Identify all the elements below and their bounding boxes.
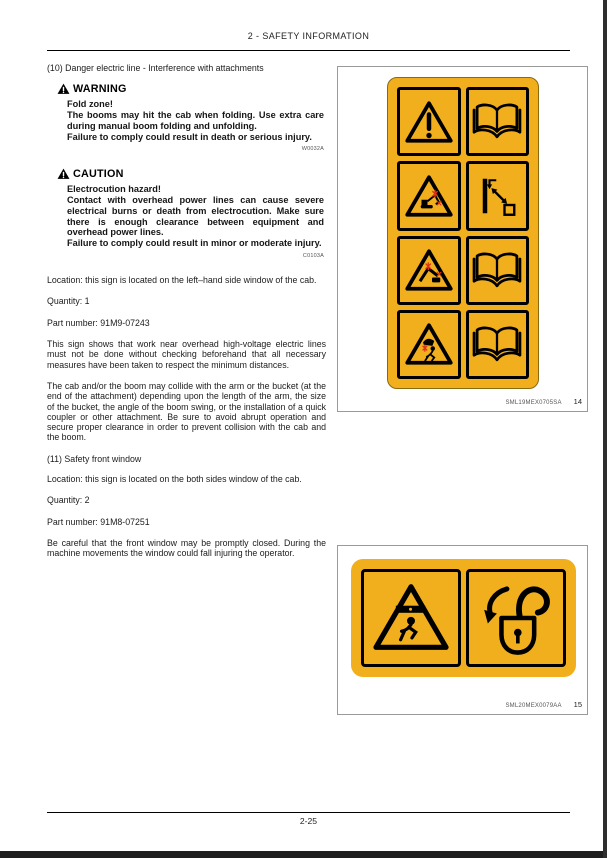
warning-label: WARNING xyxy=(73,82,127,95)
window-crush-hazard-icon xyxy=(361,569,461,667)
caution-line: Contact with overhead power lines can cause severe electrical burns or death from electrocution. Make sure there is enough clearance between equipment and overhead power lines. xyxy=(67,194,324,238)
section-10-heading: (10) Danger electric line - Interference with attachments xyxy=(47,63,264,73)
figure-front-window-label xyxy=(337,545,588,715)
figure-2-number: 15 xyxy=(573,700,582,709)
warning-triangle-icon xyxy=(57,83,70,95)
warning-line: The booms may hit the cab when folding. Use extra care during manual boom folding and unfolding. xyxy=(67,109,324,131)
read-manual-icon xyxy=(466,236,530,305)
footer-rule xyxy=(47,812,570,813)
caution-block xyxy=(57,168,326,262)
warning-line: Fold zone! xyxy=(67,98,113,109)
page-edge-shadow-right xyxy=(603,0,607,858)
warning-ref-code: W0032A xyxy=(301,146,324,153)
boom-fold-hazard-icon xyxy=(397,236,461,305)
page-number: 2-25 xyxy=(299,816,318,826)
warning-heading xyxy=(57,83,326,95)
figure-1-caption-code: SML19MEX0705SA xyxy=(505,400,562,406)
caution-label: CAUTION xyxy=(73,167,124,180)
read-manual-icon xyxy=(466,87,530,156)
electrocution-hazard-icon xyxy=(397,161,461,230)
warning-block xyxy=(57,83,326,155)
page-header-title: 2 - SAFETY INFORMATION xyxy=(247,31,370,41)
figure-electric-line-label xyxy=(337,66,588,412)
quantity-text-10: Quantity: 1 xyxy=(47,296,90,307)
warning-text xyxy=(67,99,324,156)
part-number-text-11: Part number: 91M8-07251 xyxy=(47,516,150,527)
warning-exclamation-icon xyxy=(397,87,461,156)
body-paragraph: Be careful that the front window may be promptly closed. During the machine movements the window could fall injuring the operator. xyxy=(47,537,326,559)
caution-line: Failure to comply could result in minor or moderate injury. xyxy=(67,238,322,249)
text-column xyxy=(47,63,326,570)
safety-decal-electric xyxy=(387,77,539,389)
warning-line: Failure to comply could result in death or serious injury. xyxy=(67,131,312,142)
lock-window-icon xyxy=(466,569,566,667)
caution-triangle-icon xyxy=(57,168,70,180)
body-paragraph: The cab and/or the boom may collide with the arm or the bucket (at the end of the attachment) depending upon the length of the arm, the size of the bucket, the angle of the boom swing, or the installation of a quick coupler or other attachment. Be sure to avoid abrupt operation and secure proper clearance in order to prevent collision with the cab and the boom. xyxy=(47,380,326,443)
caution-heading xyxy=(57,168,326,180)
part-number-text-10: Part number: 91M9-07243 xyxy=(47,317,150,328)
page-edge-shadow-bottom xyxy=(0,851,607,858)
bucket-strike-hazard-icon xyxy=(397,310,461,379)
figure-1-number: 14 xyxy=(573,397,582,406)
read-manual-icon xyxy=(466,310,530,379)
location-text-10: Location: this sign is located on the left–hand side window of the cab. xyxy=(47,275,317,286)
body-paragraph: This sign shows that work near overhead high-voltage electric lines must not be done without checking beforehand that all necessary measures have been taken to respect the minimum distances. xyxy=(47,339,326,370)
location-text-11: Location: this sign is located on the both sides window of the cab. xyxy=(47,474,302,485)
safety-decal-window xyxy=(351,559,576,677)
power-line-clearance-icon xyxy=(466,161,530,230)
caution-text xyxy=(67,184,324,262)
section-11-heading: (11) Safety front window xyxy=(47,453,142,464)
figure-2-caption xyxy=(505,700,582,709)
quantity-text-11: Quantity: 2 xyxy=(47,495,90,506)
caution-ref-code: C0103A xyxy=(302,253,324,260)
figure-2-caption-code: SML20MEX0079AA xyxy=(505,703,562,709)
figure-1-caption xyxy=(505,397,582,406)
caution-line: Electrocution hazard! xyxy=(67,183,161,194)
header-rule xyxy=(47,50,570,51)
